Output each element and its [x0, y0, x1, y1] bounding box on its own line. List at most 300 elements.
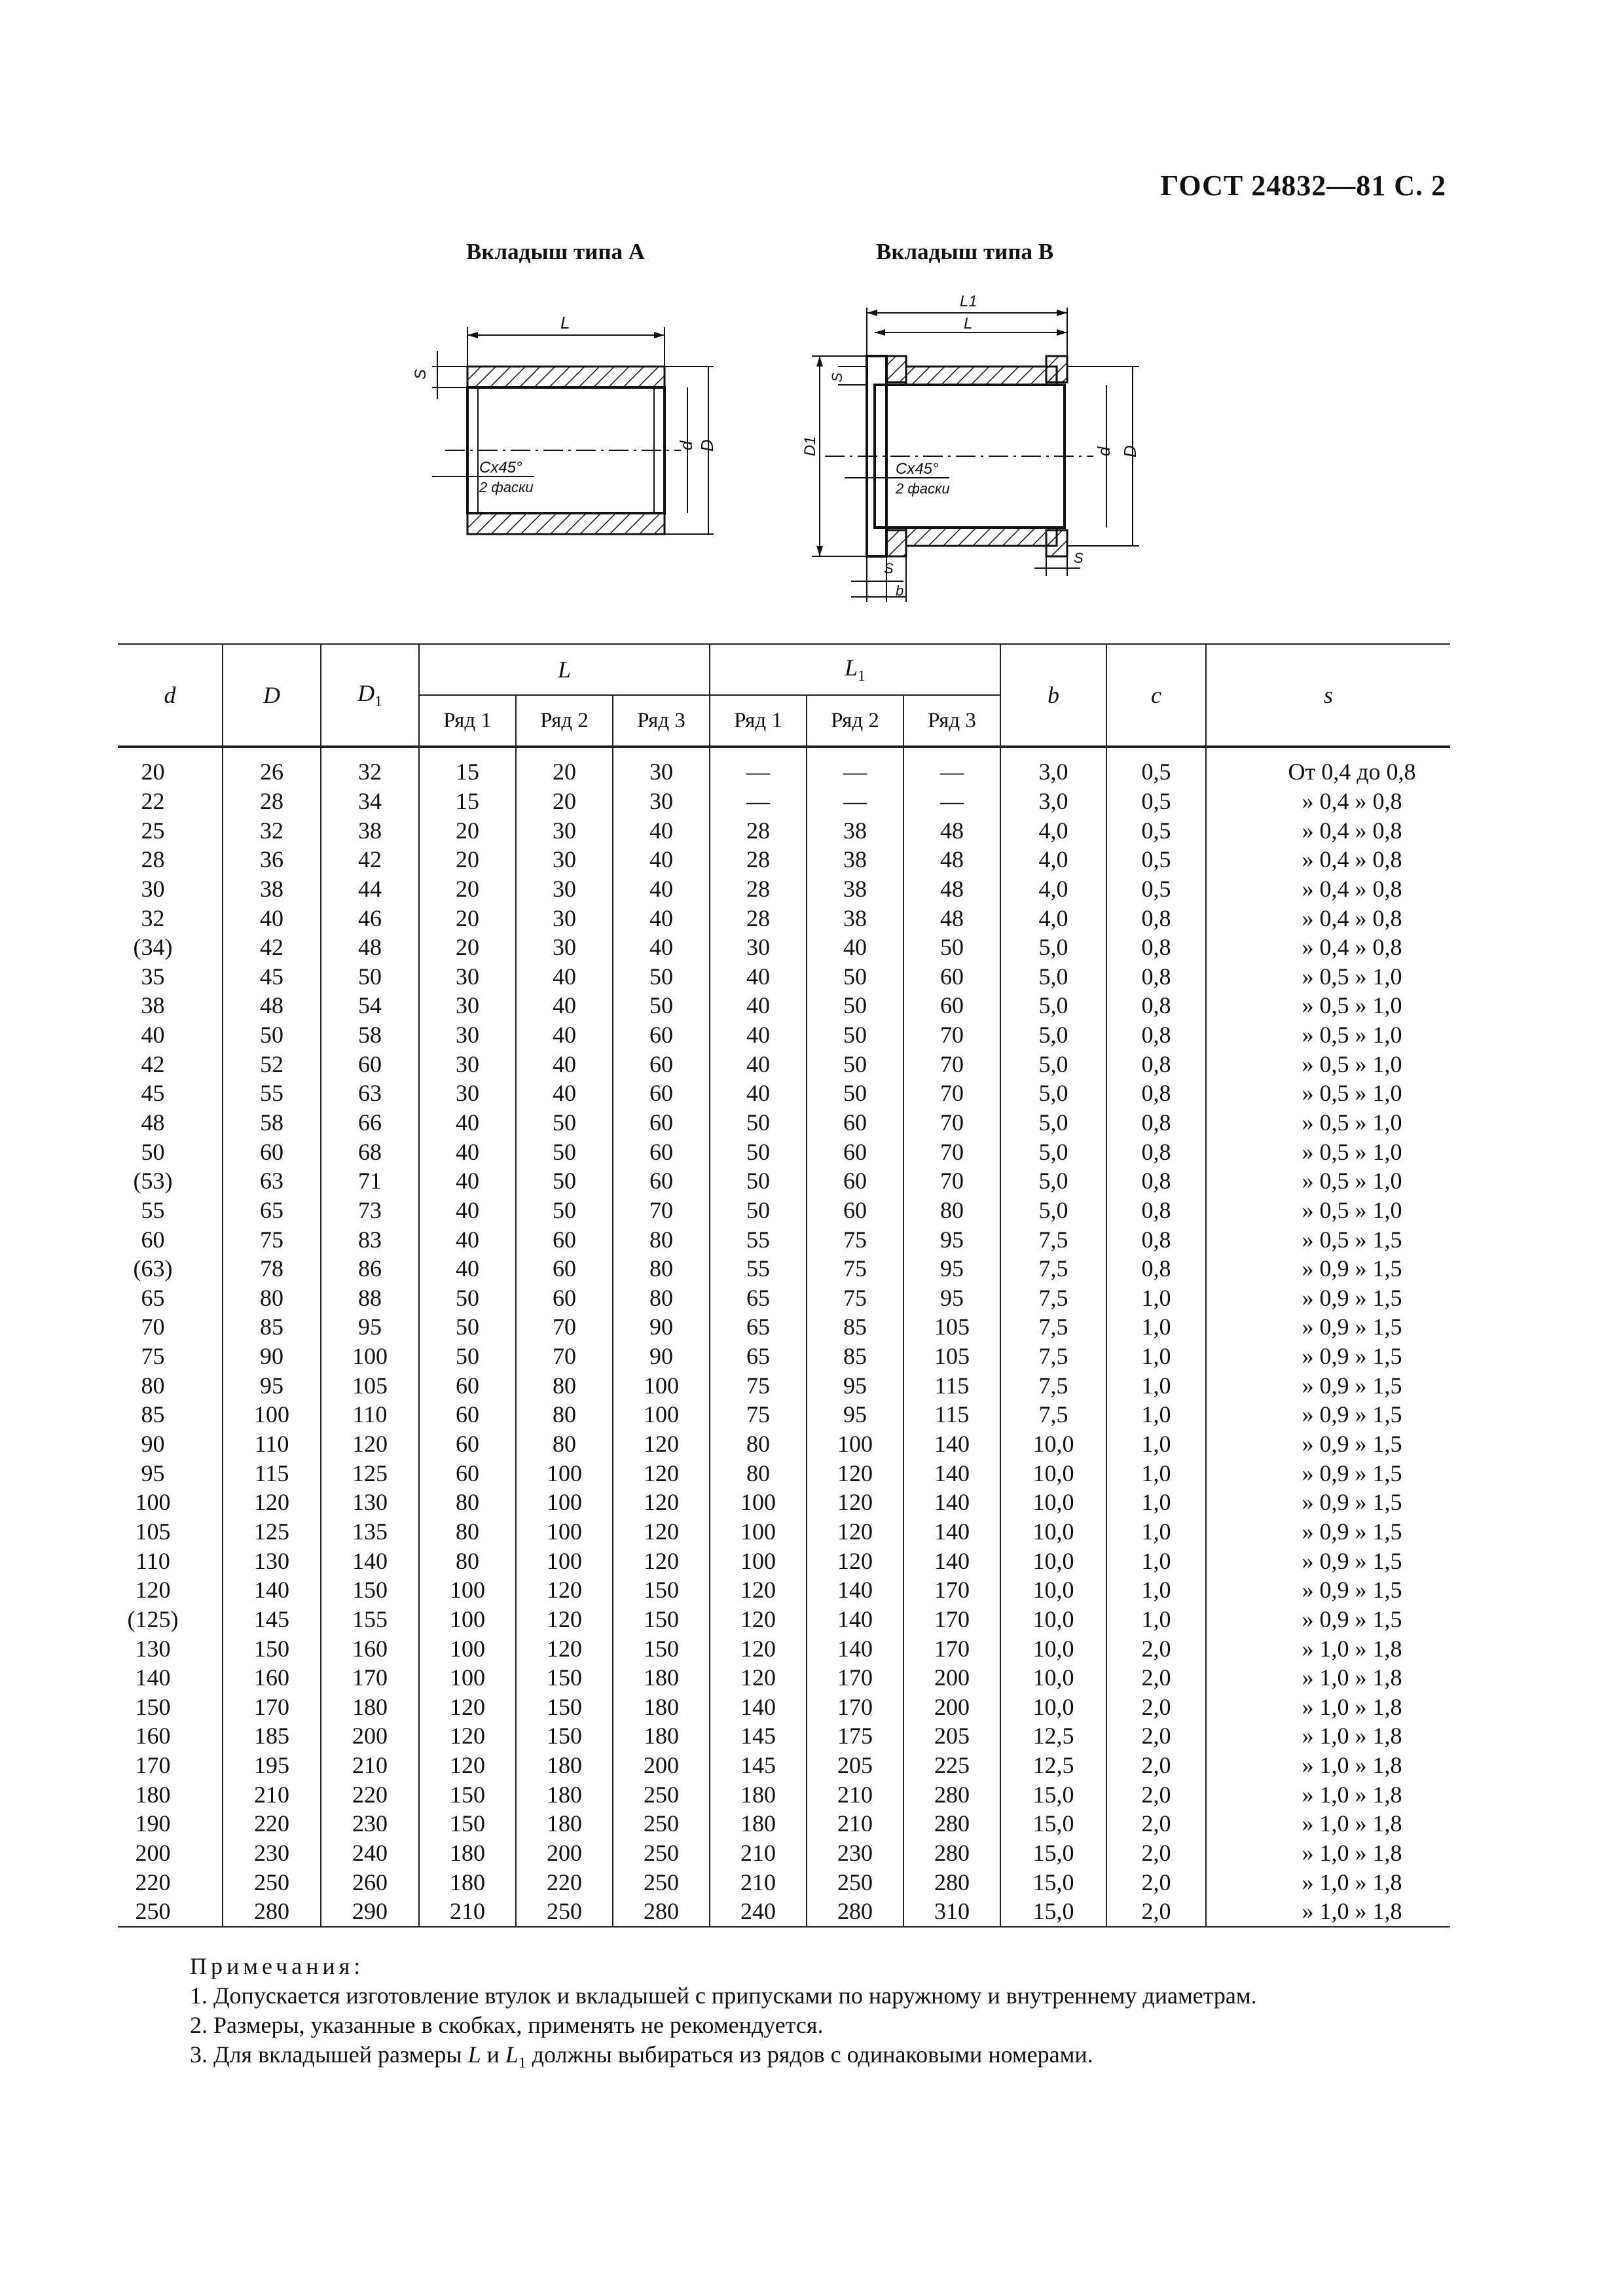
table-cell: 250: [613, 1809, 710, 1839]
table-cell: » 0,5 » 1,0: [1206, 1020, 1450, 1050]
table-cell: 22: [118, 787, 223, 816]
table-cell: 100: [710, 1517, 807, 1547]
table-cell: 66: [321, 1108, 419, 1138]
table-cell: 0,8: [1106, 1225, 1206, 1254]
table-cell: 15,0: [1000, 1780, 1106, 1809]
table-row: [118, 1751, 1450, 1780]
type-a-L-label: L: [560, 313, 570, 332]
table-cell: 65: [118, 1283, 223, 1313]
table-cell: 40: [807, 933, 903, 962]
table-cell: 30: [516, 816, 613, 845]
table-cell: 60: [613, 1108, 710, 1138]
table-cell: 105: [321, 1371, 419, 1400]
header-L-row3: Ряд 3: [613, 695, 710, 747]
table-cell: 60: [613, 1049, 710, 1079]
table-cell: 63: [321, 1079, 419, 1108]
table-cell: 140: [710, 1693, 807, 1722]
table-cell: 140: [903, 1546, 1000, 1575]
table-cell: 210: [807, 1780, 903, 1809]
table-cell: 65: [710, 1283, 807, 1313]
table-cell: 210: [419, 1897, 516, 1927]
table-cell: 90: [613, 1312, 710, 1342]
table-row: [118, 1546, 1450, 1575]
table-cell: 145: [710, 1721, 807, 1751]
table-row: [118, 787, 1450, 816]
table-row: [118, 1809, 1450, 1839]
table-cell: 170: [807, 1663, 903, 1693]
table-cell: » 1,0 » 1,8: [1206, 1780, 1450, 1809]
table-cell: 58: [223, 1108, 321, 1138]
table-row: [118, 1049, 1450, 1079]
table-cell: 125: [223, 1517, 321, 1547]
table-cell: 120: [807, 1546, 903, 1575]
table-cell: 60: [807, 1137, 903, 1166]
table-cell: 110: [118, 1546, 223, 1575]
type-b-b-label: b: [896, 583, 904, 599]
table-cell: 70: [903, 1137, 1000, 1166]
table-cell: 200: [613, 1751, 710, 1780]
table-cell: 38: [223, 874, 321, 904]
table-cell: 120: [223, 1488, 321, 1517]
table-cell: 10,0: [1000, 1458, 1106, 1488]
table-cell: 40: [613, 933, 710, 962]
table-cell: 200: [118, 1839, 223, 1868]
table-cell: 10,0: [1000, 1429, 1106, 1459]
table-cell: 60: [613, 1166, 710, 1196]
table-cell: 140: [807, 1634, 903, 1663]
table-row: [118, 1780, 1450, 1809]
table-cell: 60: [321, 1049, 419, 1079]
table-row: [118, 1867, 1450, 1897]
table-cell: 60: [419, 1371, 516, 1400]
table-cell: 115: [903, 1400, 1000, 1429]
table-cell: 120: [807, 1517, 903, 1547]
table-cell: 42: [118, 1049, 223, 1079]
table-cell: 195: [223, 1751, 321, 1780]
table-cell: 10,0: [1000, 1488, 1106, 1517]
table-cell: 71: [321, 1166, 419, 1196]
table-cell: 60: [613, 1020, 710, 1050]
table-cell: 220: [223, 1809, 321, 1839]
table-cell: 40: [419, 1108, 516, 1138]
table-cell: 75: [710, 1371, 807, 1400]
table-cell: » 0,5 » 1,5: [1206, 1225, 1450, 1254]
table-cell: 120: [710, 1605, 807, 1634]
table-cell: 28: [710, 874, 807, 904]
table-cell: 190: [118, 1809, 223, 1839]
table-cell: 40: [710, 1020, 807, 1050]
table-cell: 310: [903, 1897, 1000, 1927]
type-a-S-label: S: [412, 368, 429, 380]
table-cell: 40: [516, 991, 613, 1020]
table-cell: 25: [118, 816, 223, 845]
table-cell: 0,8: [1106, 1196, 1206, 1225]
table-cell: 30: [613, 747, 710, 787]
table-cell: 50: [516, 1166, 613, 1196]
table-cell: 20: [516, 747, 613, 787]
header-L-row1: Ряд 1: [419, 695, 516, 747]
table-cell: 100: [419, 1575, 516, 1605]
table-cell: 3,0: [1000, 747, 1106, 787]
table-cell: 60: [613, 1137, 710, 1166]
table-cell: 73: [321, 1196, 419, 1225]
table-cell: 50: [807, 1079, 903, 1108]
table-cell: 38: [807, 845, 903, 874]
table-cell: 200: [516, 1839, 613, 1868]
table-cell: 15,0: [1000, 1867, 1106, 1897]
table-cell: 95: [321, 1312, 419, 1342]
table-cell: 120: [118, 1575, 223, 1605]
table-cell: 0,8: [1106, 1254, 1206, 1283]
table-cell: 60: [903, 961, 1000, 991]
table-cell: 100: [419, 1634, 516, 1663]
type-a-chamfer-note: 2 фаски: [479, 479, 534, 495]
table-cell: 40: [419, 1166, 516, 1196]
table-cell: 210: [710, 1839, 807, 1868]
header-c: c: [1106, 644, 1206, 747]
table-cell: 30: [419, 1079, 516, 1108]
table-cell: 20: [516, 787, 613, 816]
table-cell: » 0,9 » 1,5: [1206, 1429, 1450, 1459]
table-cell: 28: [710, 845, 807, 874]
table-row: [118, 1196, 1450, 1225]
table-cell: 12,5: [1000, 1721, 1106, 1751]
table-cell: 2,0: [1106, 1663, 1206, 1693]
header-L: L: [419, 644, 710, 695]
table-cell: » 0,5 » 1,0: [1206, 1196, 1450, 1225]
table-row: [118, 1283, 1450, 1313]
table-cell: 140: [903, 1429, 1000, 1459]
table-cell: 70: [903, 1108, 1000, 1138]
table-cell: 40: [613, 845, 710, 874]
table-cell: » 0,9 » 1,5: [1206, 1546, 1450, 1575]
table-cell: 40: [613, 816, 710, 845]
table-cell: 78: [223, 1254, 321, 1283]
table-cell: 210: [223, 1780, 321, 1809]
table-cell: 5,0: [1000, 1196, 1106, 1225]
table-cell: 250: [516, 1897, 613, 1927]
table-cell: 170: [118, 1751, 223, 1780]
table-cell: 80: [223, 1283, 321, 1313]
table-cell: 240: [710, 1897, 807, 1927]
table-cell: 5,0: [1000, 1108, 1106, 1138]
table-row: [118, 1342, 1450, 1371]
table-cell: 70: [516, 1312, 613, 1342]
table-cell: 40: [223, 903, 321, 933]
table-cell: 0,5: [1106, 816, 1206, 845]
table-cell: 180: [118, 1780, 223, 1809]
table-cell: 90: [118, 1429, 223, 1459]
table-cell: 40: [516, 1049, 613, 1079]
table-cell: 185: [223, 1721, 321, 1751]
table-cell: 50: [710, 1196, 807, 1225]
table-cell: 80: [613, 1225, 710, 1254]
table-cell: 30: [710, 933, 807, 962]
table-cell: 28: [710, 903, 807, 933]
table-cell: 60: [807, 1166, 903, 1196]
table-cell: 80: [710, 1429, 807, 1459]
table-cell: 100: [321, 1342, 419, 1371]
table-cell: 20: [419, 903, 516, 933]
table-cell: 120: [516, 1575, 613, 1605]
table-cell: 120: [613, 1517, 710, 1547]
table-cell: » 0,5 » 1,0: [1206, 1166, 1450, 1196]
table-cell: 1,0: [1106, 1546, 1206, 1575]
table-row: [118, 816, 1450, 845]
table-cell: 12,5: [1000, 1751, 1106, 1780]
table-cell: 170: [903, 1634, 1000, 1663]
table-cell: 10,0: [1000, 1605, 1106, 1634]
table-row: [118, 1575, 1450, 1605]
table-cell: 30: [419, 991, 516, 1020]
type-b-drawing: [786, 288, 1165, 615]
table-cell: 88: [321, 1283, 419, 1313]
table-cell: 50: [807, 1020, 903, 1050]
table-cell: » 0,4 » 0,8: [1206, 903, 1450, 933]
table-cell: 5,0: [1000, 961, 1106, 991]
table-cell: 180: [516, 1751, 613, 1780]
table-cell: 40: [419, 1196, 516, 1225]
table-cell: 86: [321, 1254, 419, 1283]
table-cell: » 0,9 » 1,5: [1206, 1283, 1450, 1313]
table-cell: 48: [118, 1108, 223, 1138]
header-d: d: [118, 644, 223, 747]
table-cell: » 0,5 » 1,0: [1206, 1049, 1450, 1079]
page-header: ГОСТ 24832—81 С. 2: [1160, 170, 1446, 202]
table-cell: 80: [710, 1458, 807, 1488]
table-cell: 20: [419, 845, 516, 874]
table-cell: 68: [321, 1137, 419, 1166]
table-cell: 70: [903, 1049, 1000, 1079]
table-row: [118, 1897, 1450, 1927]
table-cell: 4,0: [1000, 903, 1106, 933]
table-cell: 130: [118, 1634, 223, 1663]
table-cell: 55: [710, 1254, 807, 1283]
table-cell: 200: [321, 1721, 419, 1751]
table-cell: 15,0: [1000, 1897, 1106, 1927]
table-cell: » 1,0 » 1,8: [1206, 1693, 1450, 1722]
table-cell: 180: [710, 1780, 807, 1809]
table-cell: 5,0: [1000, 1137, 1106, 1166]
table-row: [118, 1839, 1450, 1868]
table-cell: 0,8: [1106, 1166, 1206, 1196]
table-cell: » 0,4 » 0,8: [1206, 845, 1450, 874]
table-row: [118, 1458, 1450, 1488]
table-cell: 30: [419, 1049, 516, 1079]
table-cell: 70: [903, 1166, 1000, 1196]
table-cell: 220: [516, 1867, 613, 1897]
table-cell: 170: [223, 1693, 321, 1722]
table-cell: 0,5: [1106, 787, 1206, 816]
table-cell: » 0,9 » 1,5: [1206, 1312, 1450, 1342]
table-cell: 120: [807, 1458, 903, 1488]
table-cell: 0,8: [1106, 1020, 1206, 1050]
table-cell: 150: [613, 1634, 710, 1663]
table-cell: 120: [516, 1605, 613, 1634]
table-cell: 1,0: [1106, 1488, 1206, 1517]
table-cell: 220: [118, 1867, 223, 1897]
table-cell: 95: [807, 1400, 903, 1429]
table-cell: 120: [807, 1488, 903, 1517]
table-cell: 70: [903, 1079, 1000, 1108]
table-cell: 140: [903, 1458, 1000, 1488]
table-cell: —: [807, 747, 903, 787]
table-cell: 95: [903, 1283, 1000, 1313]
table-cell: 250: [613, 1867, 710, 1897]
table-cell: 46: [321, 903, 419, 933]
table-cell: 1,0: [1106, 1312, 1206, 1342]
table-cell: 50: [516, 1137, 613, 1166]
table-cell: 150: [613, 1575, 710, 1605]
table-cell: 220: [321, 1780, 419, 1809]
table-cell: 120: [419, 1693, 516, 1722]
table-cell: 100: [516, 1488, 613, 1517]
header-L1-row1: Ряд 1: [710, 695, 807, 747]
table-cell: » 0,5 » 1,0: [1206, 961, 1450, 991]
table-cell: 0,8: [1106, 991, 1206, 1020]
table-cell: 100: [710, 1488, 807, 1517]
table-cell: 95: [807, 1371, 903, 1400]
table-cell: 32: [321, 747, 419, 787]
table-cell: 2,0: [1106, 1751, 1206, 1780]
table-cell: 200: [903, 1693, 1000, 1722]
table-row: [118, 1166, 1450, 1196]
table-cell: 75: [807, 1254, 903, 1283]
table-cell: 150: [321, 1575, 419, 1605]
table-cell: 38: [807, 903, 903, 933]
table-cell: 0,8: [1106, 1049, 1206, 1079]
table-cell: 7,5: [1000, 1283, 1106, 1313]
table-cell: 1,0: [1106, 1400, 1206, 1429]
table-cell: 4,0: [1000, 845, 1106, 874]
table-cell: 40: [118, 1020, 223, 1050]
table-cell: 145: [223, 1605, 321, 1634]
table-cell: 280: [903, 1780, 1000, 1809]
table-cell: 10,0: [1000, 1546, 1106, 1575]
table-cell: 5,0: [1000, 1166, 1106, 1196]
header-L1-row3: Ряд 3: [903, 695, 1000, 747]
table-cell: » 0,4 » 0,8: [1206, 787, 1450, 816]
table-cell: » 1,0 » 1,8: [1206, 1867, 1450, 1897]
table-cell: 250: [223, 1867, 321, 1897]
table-cell: » 0,5 » 1,0: [1206, 1137, 1450, 1166]
table-cell: 45: [118, 1079, 223, 1108]
table-cell: 75: [807, 1225, 903, 1254]
table-cell: 38: [321, 816, 419, 845]
table-cell: 120: [710, 1634, 807, 1663]
type-a-D-label: D: [697, 439, 717, 452]
table-cell: 48: [321, 933, 419, 962]
table-cell: 110: [223, 1429, 321, 1459]
table-cell: 100: [118, 1488, 223, 1517]
table-cell: 95: [223, 1371, 321, 1400]
table-cell: 75: [223, 1225, 321, 1254]
table-cell: 42: [223, 933, 321, 962]
type-b-L1-label: L1: [960, 293, 977, 310]
note-3: 3. Для вкладышей размеры L и $L_1$ должны выбираться из рядов с одинаковыми номерами.: [190, 2041, 1093, 2072]
table-row: [118, 933, 1450, 962]
table-cell: 230: [223, 1839, 321, 1868]
table-cell: 35: [118, 961, 223, 991]
table-cell: 60: [516, 1225, 613, 1254]
table-cell: 30: [516, 903, 613, 933]
table-cell: 150: [419, 1780, 516, 1809]
table-cell: 135: [321, 1517, 419, 1547]
table-cell: 105: [118, 1517, 223, 1547]
table-cell: 80: [419, 1517, 516, 1547]
table-cell: 50: [419, 1283, 516, 1313]
table-cell: 115: [223, 1458, 321, 1488]
table-cell: 210: [807, 1809, 903, 1839]
table-cell: 48: [903, 845, 1000, 874]
table-cell: 90: [223, 1342, 321, 1371]
table-cell: 7,5: [1000, 1254, 1106, 1283]
table-cell: 170: [321, 1663, 419, 1693]
table-cell: 50: [613, 961, 710, 991]
table-cell: 120: [419, 1751, 516, 1780]
table-cell: 230: [321, 1809, 419, 1839]
table-cell: 40: [419, 1137, 516, 1166]
table-cell: 120: [419, 1721, 516, 1751]
table-cell: 60: [419, 1429, 516, 1459]
table-cell: 20: [419, 874, 516, 904]
table-cell: 15: [419, 747, 516, 787]
table-cell: 160: [321, 1634, 419, 1663]
table-cell: 2,0: [1106, 1867, 1206, 1897]
table-cell: 115: [903, 1371, 1000, 1400]
table-cell: 85: [807, 1342, 903, 1371]
table-cell: 30: [419, 961, 516, 991]
type-b-S-right-label: S: [1074, 550, 1084, 566]
table-cell: 38: [807, 874, 903, 904]
table-cell: » 1,0 » 1,8: [1206, 1809, 1450, 1839]
table-cell: 1,0: [1106, 1575, 1206, 1605]
table-cell: 80: [516, 1400, 613, 1429]
table-cell: 260: [321, 1867, 419, 1897]
table-cell: » 0,5 » 1,0: [1206, 991, 1450, 1020]
table-cell: 15,0: [1000, 1809, 1106, 1839]
table-cell: 180: [516, 1809, 613, 1839]
table-row: [118, 1605, 1450, 1634]
table-cell: 48: [223, 991, 321, 1020]
table-row: [118, 1371, 1450, 1400]
type-b-chamfer-note: 2 фаски: [896, 480, 950, 497]
table-cell: (34): [118, 933, 223, 962]
table-cell: » 0,5 » 1,0: [1206, 1108, 1450, 1138]
table-cell: 100: [419, 1663, 516, 1693]
table-cell: 10,0: [1000, 1575, 1106, 1605]
table-cell: 30: [118, 874, 223, 904]
table-cell: » 0,9 » 1,5: [1206, 1371, 1450, 1400]
table-cell: 50: [807, 1049, 903, 1079]
table-cell: 3,0: [1000, 787, 1106, 816]
table-cell: » 1,0 » 1,8: [1206, 1634, 1450, 1663]
table-cell: 5,0: [1000, 1079, 1106, 1108]
table-cell: 55: [710, 1225, 807, 1254]
table-cell: 40: [516, 1020, 613, 1050]
table-cell: 80: [118, 1371, 223, 1400]
table-cell: 60: [613, 1079, 710, 1108]
table-cell: 240: [321, 1839, 419, 1868]
table-cell: 5,0: [1000, 1020, 1106, 1050]
table-cell: 45: [223, 961, 321, 991]
table-cell: 120: [613, 1429, 710, 1459]
header-L1: $L_1$: [710, 644, 1000, 695]
type-a-d-label: d: [676, 440, 696, 450]
table-row: [118, 1020, 1450, 1050]
table-cell: 60: [903, 991, 1000, 1020]
table-cell: 7,5: [1000, 1225, 1106, 1254]
